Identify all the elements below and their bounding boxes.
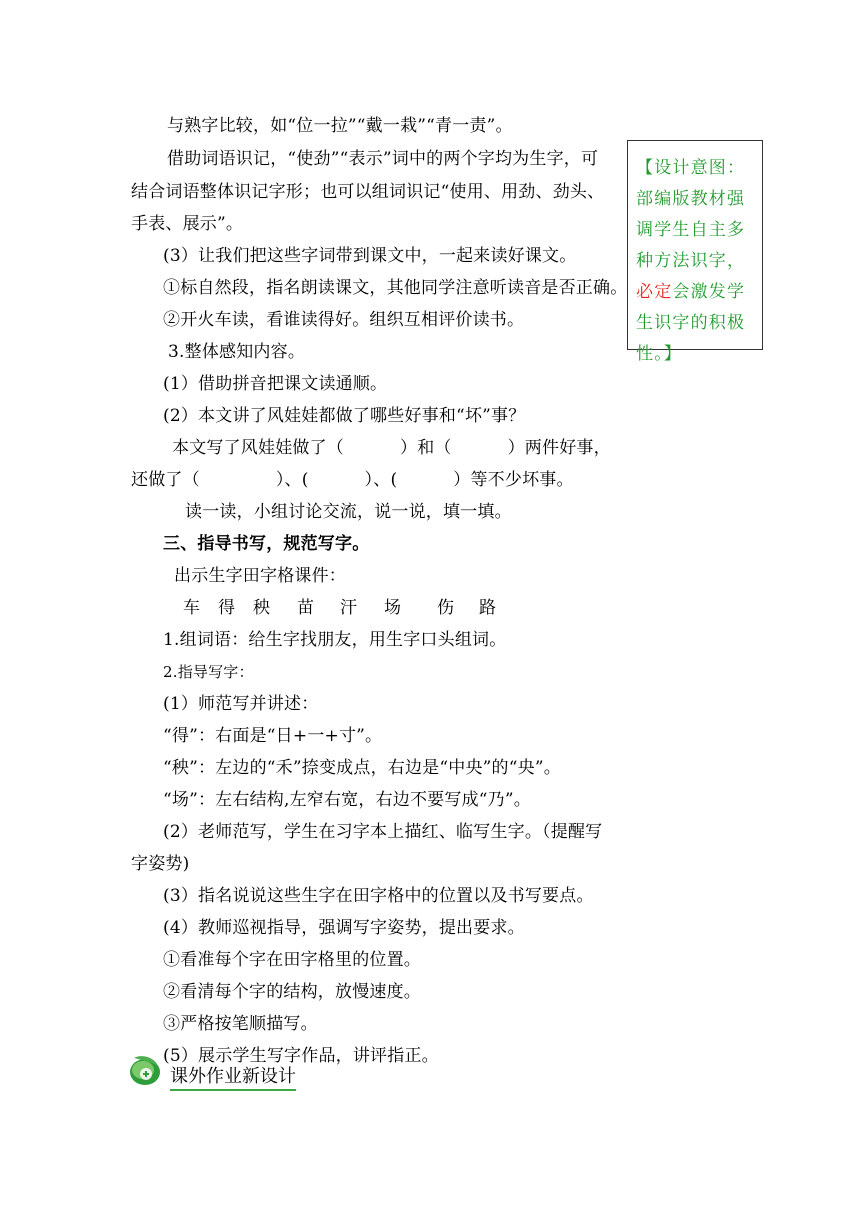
note-green-text: 【设计意图：部编版教材强调学生自主多种方法识字，	[636, 158, 746, 271]
text-line: 借助词语识记，“使劲”“表示”词中的两个字均为生字，可	[167, 149, 599, 169]
text-line: “场”：左右结构,左窄右宽，右边不要写成“乃”。	[163, 790, 531, 810]
text-line: 2.指导写字：	[163, 663, 254, 681]
text-line: (1）借助拼音把课文读通顺。	[163, 374, 388, 394]
text-line: 1.组词语：给生字找朋友，用生字口头组词。	[163, 630, 507, 650]
text-line: (4）教师巡视指导，强调写字姿势，提出要求。	[163, 918, 525, 938]
text-segment: ）两件好事，	[507, 438, 611, 458]
design-intent-note	[627, 140, 763, 364]
fill-in-line	[172, 437, 611, 459]
text-line: ①看准每个字在田字格里的位置。	[163, 950, 421, 970]
note-red-text: 必定	[636, 282, 673, 302]
text-line: “得”：右面是“日+一+寸”。	[163, 726, 383, 746]
homework-section-title: 课外作业新设计	[170, 1066, 296, 1091]
character: 汗	[340, 598, 358, 618]
text-line: (5）展示学生写字作品，讲评指正。	[163, 1046, 439, 1066]
text-line: (2）老师范写，学生在习字本上描红、临写生字。（提醒写	[163, 822, 603, 842]
text-line: ③严格按笔顺描写。	[163, 1014, 318, 1034]
text-segment: ）、(	[275, 470, 309, 490]
new-characters	[183, 597, 496, 619]
text-line: “秧”：左边的“禾”捺变成点，右边是“中央”的“央”。	[163, 758, 561, 778]
text-line: (3）让我们把这些字词带到课文中，一起来读好课文。	[163, 246, 577, 266]
text-line: 字姿势)	[131, 854, 190, 874]
text-line: 手表、展示”。	[131, 214, 244, 234]
text-line: (2）本文讲了风娃娃都做了哪些好事和“坏”事？	[163, 406, 526, 426]
text-segment: ）和（	[400, 438, 452, 458]
character: 车	[183, 598, 201, 618]
text-line: 3.整体感知内容。	[168, 342, 306, 362]
text-segment: 本文写了风娃娃做了（	[172, 438, 344, 458]
section-heading: 三、指导书写，规范写字。	[163, 534, 370, 554]
text-line: ①标自然段，指名朗读课文，其他同学注意听读音是否正确。	[163, 278, 628, 298]
character: 秧	[253, 598, 271, 618]
text-line: (1）师范写并讲述：	[163, 694, 319, 714]
text-line: 与熟字比较，如“位一拉”“戴一栽”“青一责”。	[167, 116, 513, 136]
character: 场	[384, 598, 402, 618]
text-segment: ）等不少坏事。	[453, 470, 574, 490]
fill-in-line	[131, 469, 574, 491]
character: 路	[479, 598, 497, 618]
text-line: ②开火车读，看谁读得好。组织互相评价读书。	[163, 310, 525, 330]
text-line: ②看清每个字的结构，放慢速度。	[163, 982, 421, 1002]
character: 苗	[297, 598, 315, 618]
text-segment: ）、(	[364, 470, 398, 490]
text-line: 读一读，小组讨论交流，说一说，填一填。	[185, 502, 512, 522]
note-green-text: 会激发学生识字的积极性。】	[636, 282, 746, 364]
green-leaf-icon	[128, 1052, 164, 1088]
character: 伤	[437, 598, 455, 618]
text-line: 结合词语整体识记字形；也可以组词识记“使用、用劲、劲头、	[131, 182, 605, 202]
text-segment: 还做了（	[131, 470, 200, 490]
text-line: 出示生字田字格课件：	[174, 566, 346, 586]
text-line: (3）指名说说这些生字在田字格中的位置以及书写要点。	[163, 886, 594, 906]
character: 得	[218, 598, 236, 618]
